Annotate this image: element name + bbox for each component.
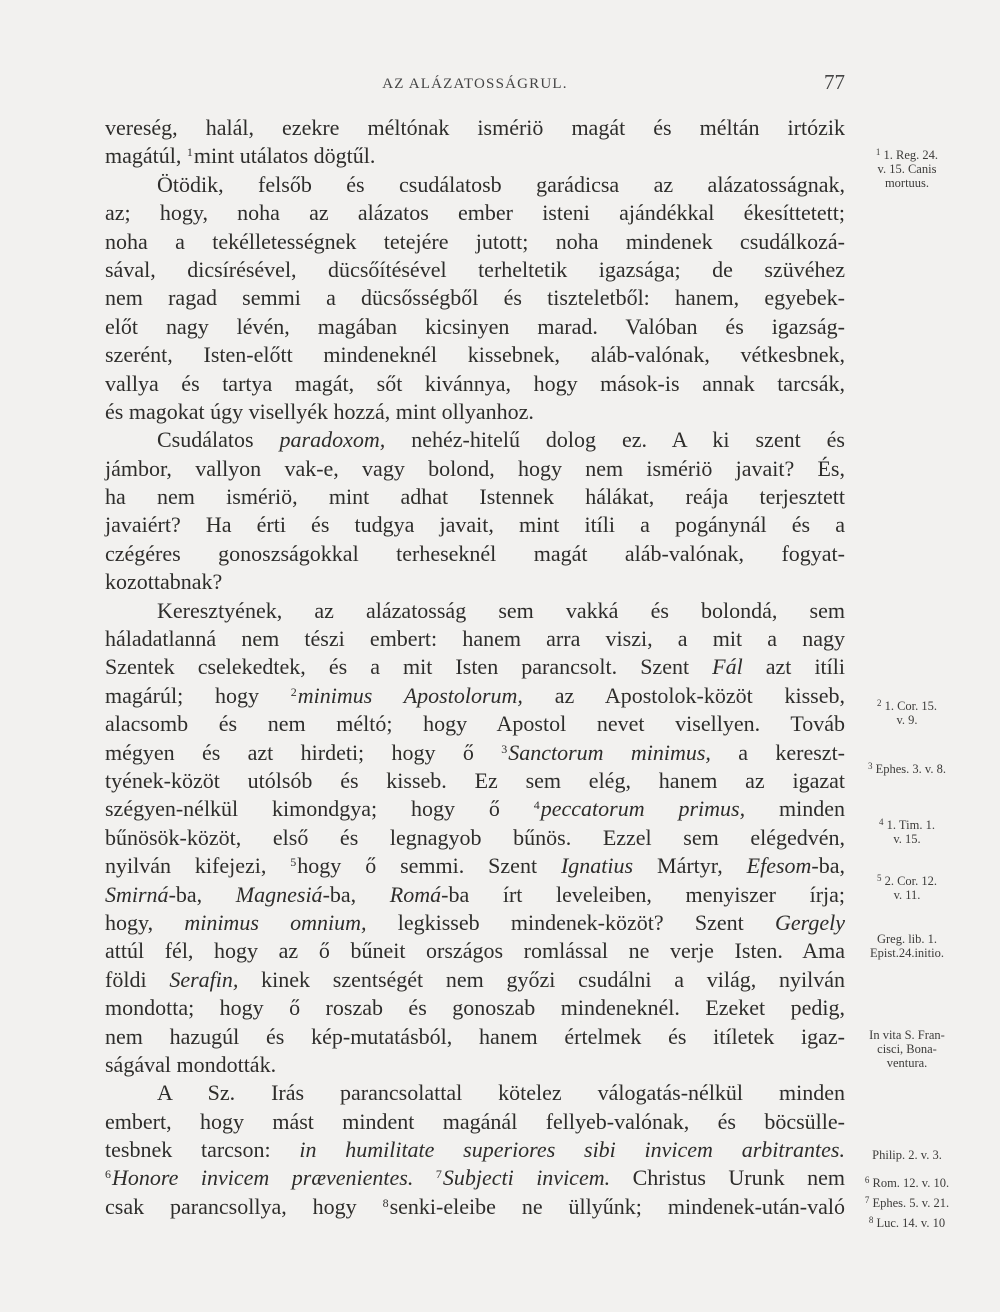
footnote-marker: 2 [876, 698, 882, 708]
footnote-marker: 8 [868, 1215, 874, 1225]
margin-note-line [848, 946, 966, 960]
text-segment: Christus Urunk nem [610, 1165, 845, 1191]
italic-text: Magnesiá [235, 881, 323, 907]
margin-note-line [848, 818, 966, 832]
text-line [105, 1193, 845, 1221]
text-segment: mint utálatos dögtűl. [193, 143, 376, 169]
margin-note-line [848, 1196, 966, 1210]
text-segment: -ba, [811, 853, 846, 879]
text-segment: mégyen és azt hirdeti; hogy ő [105, 739, 502, 765]
margin-note [848, 762, 966, 776]
text-segment: A Sz. Irás parancsolattal kötelez válogatás-nélkül minden [157, 1080, 845, 1106]
footnote-marker: 4 [879, 817, 884, 827]
text-segment: noha a tekélletességnek tetejére jutott; noha mindenek csudálkozá- [105, 228, 845, 254]
footnote-marker: 7 [864, 1195, 870, 1205]
text-line [105, 966, 845, 994]
italic-text: minimus omnium, [184, 909, 367, 935]
text-segment: nyilván kifejezi, [105, 853, 291, 879]
footnote-marker: 6 [105, 1167, 111, 1182]
margin-note-text: ventura. [886, 1056, 928, 1070]
italic-text: Subjecti invicem. [442, 1165, 611, 1191]
text-segment: tyének-közöt utólsób és kisseb. Ez sem elég, hanem az igazat [105, 767, 845, 793]
text-line [105, 284, 845, 312]
margin-note-line [848, 932, 966, 946]
text-line [105, 1023, 845, 1051]
text-line [105, 256, 845, 284]
text-segment: háladatlanná nem tészi embert: hanem arra viszi, a mit a nagy [105, 626, 845, 652]
italic-text: peccatorum primus, [540, 796, 746, 822]
text-line [105, 710, 845, 738]
text-line [105, 1079, 845, 1107]
page-header [105, 66, 845, 102]
text-line [105, 313, 845, 341]
text-segment: Keresztyének, az alázatosság sem vakká és bolondá, sem [157, 597, 845, 623]
text-line [105, 341, 845, 369]
margin-note [848, 148, 966, 190]
italic-text: Gergely [774, 909, 845, 935]
text-segment: ha nem ismériö, mint adhat Istennek hálákat, reája terjesztett [105, 484, 845, 510]
italic-text: Romá [389, 881, 442, 907]
margin-note [848, 1216, 966, 1230]
footnote-marker: 5 [290, 855, 297, 870]
italic-text: Sanctorum minimus, [508, 739, 711, 765]
text-line [105, 483, 845, 511]
text-line [105, 739, 845, 767]
margin-note [848, 1176, 966, 1190]
text-line [105, 795, 845, 823]
text-segment: magátúl, [105, 143, 187, 169]
text-segment: javaiért? Ha érti és tudgya javait, mint itíli a pogánynál és a [105, 512, 845, 538]
margin-note-text: 1. Tim. 1. [883, 818, 935, 832]
text-segment: embert, hogy mást mindent magánál fellyeb-valónak, és böcsülle- [105, 1108, 845, 1134]
text-segment: az; hogy, noha az alázatos ember isteni ajándékkal ékesíttetett; [105, 200, 845, 226]
text-segment: magárúl; hogy [105, 682, 291, 708]
footnote-marker: 6 [864, 1175, 870, 1185]
text-segment: a kereszt- [710, 739, 846, 765]
margin-note-line [848, 874, 966, 888]
text-line [105, 228, 845, 256]
text-segment: nem ragad semmi a dücsősségből és tiszteletből: hanem, egyebek- [105, 285, 845, 311]
text-segment: ságával mondották. [105, 1051, 277, 1077]
margin-note-text: cisci, Bona- [877, 1042, 937, 1056]
text-segment: nem hazugúl és kép-mutatásból, hanem értelmek és itíletek igaz- [105, 1023, 845, 1049]
text-segment: nehéz-hitelű dolog ez. A ki szent és [385, 427, 845, 453]
footnote-marker: 1 [186, 145, 193, 160]
text-line [105, 824, 845, 852]
text-line [105, 767, 845, 795]
footnote-marker: 7 [435, 1167, 442, 1182]
text-segment: legkisseb mindenek-közöt? Szent [366, 909, 775, 935]
margin-note [848, 932, 966, 960]
text-segment: szégyen-nélkül kimondgya; hogy ő [105, 796, 534, 822]
text-line [105, 909, 845, 937]
margin-note-text: v. 11. [893, 888, 921, 902]
text-segment: kozottabnak? [105, 569, 223, 595]
text-line [105, 199, 845, 227]
text-line [105, 171, 845, 199]
text-line [105, 370, 845, 398]
text-segment: hogy ő semmi. Szent [297, 853, 561, 879]
italic-text: minimus Apostolorum, [297, 682, 523, 708]
text-segment: czégéres gonoszságokkal terheseknél magát aláb-valónak, fogyat- [105, 540, 845, 566]
margin-note [848, 818, 966, 846]
margin-note-line [848, 1042, 966, 1056]
footnote-marker: 3 [501, 741, 508, 756]
text-segment: földi [105, 966, 170, 992]
footnote-marker: 5 [876, 873, 882, 883]
text-line [105, 653, 845, 681]
margin-note-line [848, 1028, 966, 1042]
margin-note-text: Luc. 14. v. 10 [873, 1216, 946, 1230]
margin-note-line [848, 699, 966, 713]
text-segment: alacsomb és nem méltó; hogy Apostol nevet visellyen. Továb [105, 711, 845, 737]
margin-note-line [848, 1148, 966, 1162]
text-segment: csak parancsollya, hogy [105, 1193, 383, 1219]
italic-text: Serafin, [169, 966, 239, 992]
italic-text: Efesom [746, 853, 812, 879]
text-segment: Csudálatos [157, 427, 280, 453]
text-segment: hogy, [105, 909, 185, 935]
text-line [105, 1051, 845, 1079]
text-segment: -ba írt leveleiben, menyiszer írja; [441, 881, 846, 907]
text-segment: jámbor, vallyon vak-e, vagy bolond, hogy nem ismériö javait? És, [105, 455, 845, 481]
text-segment: Szentek cselekedtek, és a mit Isten parancsolt. Szent [105, 654, 713, 680]
text-line [105, 597, 845, 625]
text-segment: vallya és tartya magát, sőt kivánnya, hogy mások-is annak tarcsák, [105, 370, 845, 396]
text-line [105, 1108, 845, 1136]
text-line [105, 455, 845, 483]
margin-note-line [848, 176, 966, 190]
footnote-marker: 1 [875, 147, 881, 157]
margin-note-text: Philip. 2. v. 3. [872, 1148, 942, 1162]
text-segment: -ba, [168, 881, 236, 907]
text-segment: tesbnek tarcson: [105, 1137, 300, 1163]
text-line [105, 540, 845, 568]
page-number: 77 [824, 70, 845, 94]
footnote-marker: 4 [533, 798, 540, 813]
margin-note-line [848, 1056, 966, 1070]
text-segment: azt itíli [742, 654, 846, 680]
italic-text: Ignatius [560, 853, 634, 879]
text-line [105, 625, 845, 653]
margin-note [848, 699, 966, 727]
text-segment: Ötödik, felsőb és csudálatosb garádicsa az alázatosságnak, [157, 171, 845, 197]
text-segment: senki-eleibe ne üllyűnk; mindenek-után-való [389, 1193, 845, 1219]
margin-note-line [848, 762, 966, 776]
text-line [105, 994, 845, 1022]
margin-note-text: v. 9. [896, 713, 918, 727]
text-segment: és magokat úgy visellyék hozzá, mint ollyanhoz. [105, 398, 534, 424]
italic-text: in humilitate superiores sibi invicem arbitrantes. [299, 1137, 845, 1163]
text-line [105, 114, 845, 142]
text-line [105, 511, 845, 539]
text-segment: minden [745, 796, 845, 822]
margin-note-text: mortuus. [884, 176, 930, 190]
text-line [105, 682, 845, 710]
text-segment: sával, dicsírésével, dücsőítésével terheltetik igazsága; de szüvéhez [105, 256, 845, 282]
text-segment: bűnösök-közöt, első és legnagyob bűnös. Ezzel sem elégedvén, [105, 824, 845, 850]
margin-note-text: 2. Cor. 12. [881, 874, 938, 888]
text-line [105, 937, 845, 965]
footnote-marker: 3 [868, 761, 873, 771]
margin-note [848, 1196, 966, 1210]
margin-note-text: 1. Reg. 24. [880, 148, 939, 162]
margin-note-text: v. 15. [893, 832, 921, 846]
italic-text: paradoxom, [279, 427, 386, 453]
margin-note-text: Ephes. 5. v. 21. [869, 1196, 950, 1210]
margin-note-line [848, 1176, 966, 1190]
margin-note [848, 1148, 966, 1162]
text-segment: Mártyr, [633, 853, 747, 879]
margin-note [848, 874, 966, 902]
text-segment: attúl fél, hogy az ő bűneit országos romlással ne verje Isten. Ama [105, 938, 845, 964]
text-line [105, 1164, 845, 1192]
margin-note-text: In vita S. Fran- [869, 1028, 945, 1042]
text-line [105, 1136, 845, 1164]
text-segment: -ba, [322, 881, 390, 907]
text-line [105, 568, 845, 596]
text-segment: szerént, Isten-előtt mindeneknél kissebnek, aláb-valónak, vétkesbnek, [105, 342, 845, 368]
text-segment: vereség, halál, ezekre méltónak ismériö magát és méltán irtózik [105, 115, 845, 140]
margin-note-text: Epist.24.initio. [870, 946, 944, 960]
margin-note [848, 1028, 966, 1070]
text-line [105, 426, 845, 454]
margin-note-line [848, 1216, 966, 1230]
footnote-marker: 8 [382, 1195, 389, 1210]
margin-note-line [848, 148, 966, 162]
running-title: AZ ALÁZATOSSÁGRUL. [382, 76, 568, 92]
margin-note-line [848, 832, 966, 846]
margin-note-text: Ephes. 3. v. 8. [872, 762, 946, 776]
margin-note-line [848, 888, 966, 902]
margin-note-text: 1. Cor. 15. [881, 699, 938, 713]
italic-text: Smirná [105, 881, 169, 907]
margin-note-text: Greg. lib. 1. [876, 932, 938, 946]
margin-note-text: v. 15. Canis [877, 162, 937, 176]
text-line [105, 398, 845, 426]
text-segment [413, 1165, 435, 1190]
text-line [105, 852, 845, 880]
footnote-marker: 2 [290, 684, 297, 699]
text-segment: kinek szentségét nem győzi csudálni a világ, nyilván [238, 966, 845, 992]
text-segment: az Apostolok-közöt kisseb, [522, 682, 845, 708]
text-segment: előt nagy lévén, magában kicsinyen marad. Valóban és igazság- [105, 313, 845, 339]
italic-text: Fál [712, 654, 743, 680]
margin-note-line [848, 713, 966, 727]
margin-note-line [848, 162, 966, 176]
text-line [105, 881, 845, 909]
body-text [105, 114, 845, 1221]
text-line [105, 142, 845, 170]
margin-note-text: Rom. 12. v. 10. [869, 1176, 950, 1190]
text-segment: mondotta; hogy ő roszab és gonoszab mindeneknél. Ezeket pedig, [105, 995, 845, 1021]
italic-text: Honore invicem prævenientes. [112, 1165, 414, 1191]
